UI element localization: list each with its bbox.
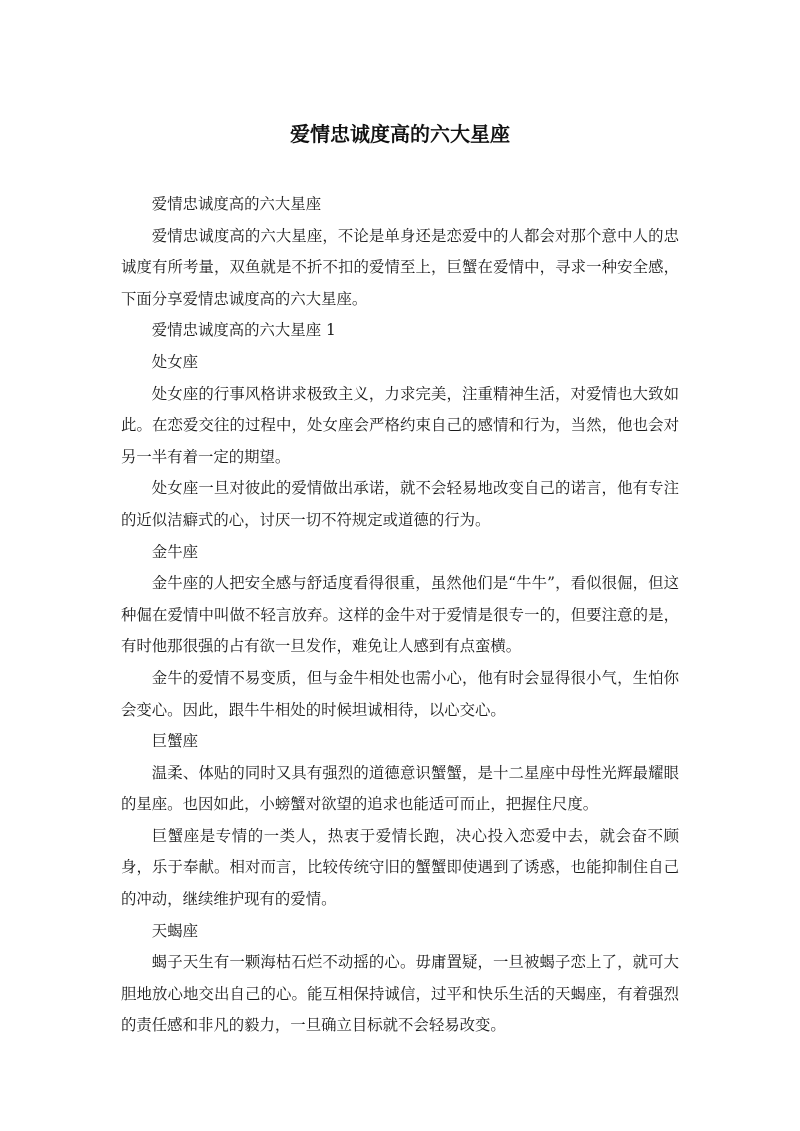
paragraph-virgo-1: 处女座的行事风格讲求极致主义，力求完美，注重精神生活，对爱情也大致如此。在恋爱交往的过程中，处女座会严格约束自己的感情和行为，当然，他也会对另一半有着一定的期望。 (121, 384, 679, 466)
paragraph-cancer-1: 温柔、体贴的同时又具有强烈的道德意识蟹蟹，是十二星座中母性光辉最耀眼的星座。也因如此，小螃蟹对欲望的追求也能适可而止，把握住尺度。 (121, 763, 679, 814)
paragraph-intro-heading: 爱情忠诚度高的六大星座 (151, 195, 322, 213)
document-body (121, 189, 679, 1042)
paragraph-taurus-2: 金牛的爱情不易变质，但与金牛相处也需小心，他有时会显得很小气，生怕你会变心。因此，跟牛牛相处的时候坦诚相待，以心交心。 (121, 668, 679, 719)
heading-scorpio: 天蝎座 (151, 921, 198, 940)
heading-cancer: 巨蟹座 (151, 732, 198, 751)
heading-virgo: 处女座 (151, 352, 198, 371)
heading-taurus: 金牛座 (151, 542, 198, 561)
paragraph-virgo-2: 处女座一旦对彼此的爱情做出承诺，就不会轻易地改变自己的诺言，他有专注的近似洁癖式的心，讨厌一切不符规定或道德的行为。 (121, 479, 679, 529)
paragraph-cancer-2: 巨蟹座是专情的一类人，热衷于爱情长跑，决心投入恋爱中去，就会奋不顾身，乐于奉献。相对而言，比较传统守旧的蟹蟹即使遇到了诱惑，也能抑制住自己的冲动，继续维护现有的爱情。 (121, 826, 679, 909)
document-title: 爱情忠诚度高的六大星座 (290, 122, 510, 146)
paragraph-intro: 爱情忠诚度高的六大星座，不论是单身还是恋爱中的人都会对那个意中人的忠诚度有所考量，双鱼就是不折不扣的爱情至上，巨蟹在爱情中，寻求一种安全感，下面分享爱情忠诚度高的六大星座。 (121, 226, 679, 308)
paragraph-taurus-1: 金牛座的人把安全感与舒适度看得很重，虽然他们是“牛牛”，看似很倔，但这种倔在爱情中叫做不轻言放弃。这样的金牛对于爱情是很专一的，但要注意的是，有时他那很强的占有欲一旦发作，难免让人感到有点蛮横。 (121, 574, 679, 656)
paragraph-scorpio-1: 蝎子天生有一颗海枯石烂不动摇的心。毋庸置疑，一旦被蝎子恋上了，就可大胆地放心地交出自己的心。能互相保持诚信，过平和快乐生活的天蝎座，有着强烈的责任感和非凡的毅力，一旦确立目标就不会轻易改变。 (121, 953, 679, 1035)
section-heading-1: 爱情忠诚度高的六大星座 1 (151, 321, 336, 340)
